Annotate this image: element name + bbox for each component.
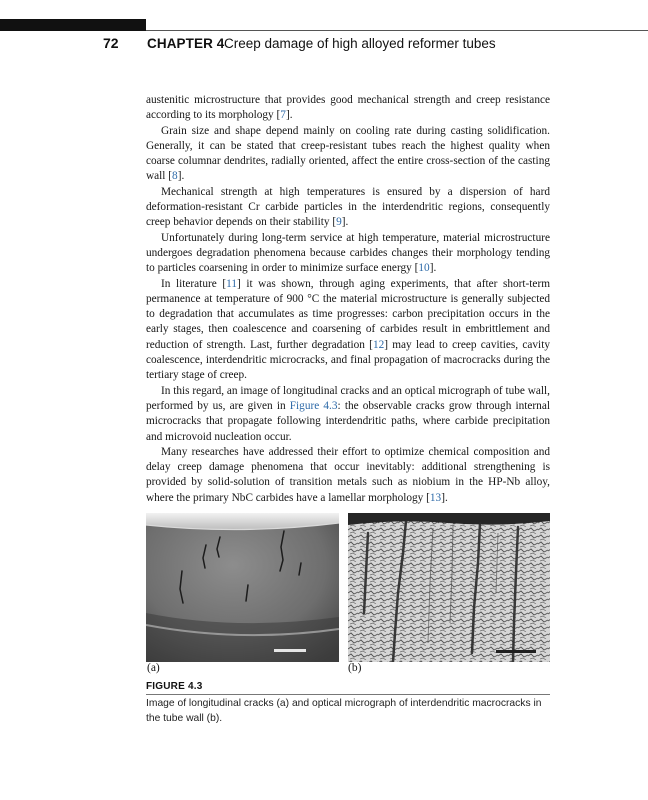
figure-caption: Image of longitudinal cracks (a) and optical micrograph of interdendritic macrocracks in the tube wall (b).: [146, 698, 542, 724]
paragraph-text: ].: [441, 491, 448, 504]
paragraph-text: Many researches have addressed their effort to optimize chemical composition and delay creep damage phenomena that occur inevitably: additional strengthening is provided by solid-solution of transition metals such as niobium in the HP-Nb alloy, where the primary NbC carbides have a lamellar morphology [: [146, 445, 550, 504]
paragraph: [146, 93, 550, 124]
paragraph-text: Mechanical strength at high temperatures is ensured by a dispersion of hard deformation-resistant Cr carbide particles in the interdendritic regions, consequently creep behavior depends on their stability [: [146, 185, 550, 229]
paragraph: [146, 445, 550, 506]
paragraph: [146, 384, 550, 445]
body-text: [146, 93, 550, 506]
figure-panel-b-image: [348, 513, 550, 662]
paragraph-text: ] may lead to creep cavities, cavity coalescence, interdendritic microcracks, and final propagation of macrocracks during the tertiary stage of creep.: [146, 338, 550, 382]
figure-number: FIGURE 4.3: [146, 681, 203, 692]
paragraph-text: In this regard, an image of longitudinal cracks and an optical micrograph of tube wall, performed by us, are given in: [146, 384, 550, 412]
header-rule: [146, 30, 648, 31]
paragraph: [146, 277, 550, 384]
paragraph-text: ].: [285, 109, 293, 122]
paragraph: [146, 231, 550, 277]
paragraph-text: ].: [429, 262, 437, 275]
page-number: 72: [103, 35, 119, 51]
paragraph-text: ].: [177, 170, 185, 183]
reference-link[interactable]: Figure 4.3: [289, 399, 338, 412]
paragraph-text: austenitic microstructure that provides good mechanical strength and creep resistance according to its morphology [: [146, 94, 550, 122]
paragraph-text: In literature [: [161, 277, 227, 290]
paragraph-text: : the observable cracks grow through internal microcracks that propagate following interdendritic paths, where carbide precipitation and microvoid nucleation occur.: [146, 399, 550, 443]
reference-link[interactable]: 10: [418, 262, 430, 275]
figure-4-3: [146, 513, 550, 663]
header-bar-thick: [0, 19, 146, 31]
figure-panel-a-image: [146, 513, 339, 662]
reference-link[interactable]: 11: [226, 277, 237, 290]
reference-link[interactable]: 7: [280, 109, 286, 122]
reference-link[interactable]: 12: [372, 338, 385, 351]
paragraph: [146, 185, 550, 231]
paragraph-text: Unfortunately during long-term service at high temperature, material microstructure undergoes degradation phenomena because carbides changes their morphology tending to particles coarsening in order to minimize surface energy [: [146, 231, 550, 275]
paragraph-text: ] it was shown, through aging experiments, that after short-term permanence at temperature of 900 °C the material microstructure is generally subjected to degradation that accumulates as time progresses: carbon precipitation occurs in the early stages, then coalescence and coarsening of carbides result in embrittlement and reduction of strength. Last, further degradation [: [146, 277, 550, 351]
figure-panel-a-label: (a): [147, 662, 160, 674]
running-head: [0, 35, 648, 55]
paragraph-text: ].: [341, 216, 349, 229]
caption-rule: [146, 694, 550, 695]
reference-link[interactable]: 8: [172, 170, 178, 183]
paragraph-text: Grain size and shape depend mainly on cooling rate during casting solidification. Generally, it can be stated that creep-resistant tubes reach the highest quality when coarse columnar dendrites, radially oriented, affect the entire cross-section of the casting wall [: [146, 124, 550, 183]
reference-link[interactable]: 13: [429, 491, 442, 504]
figure-panel-b-label: (b): [348, 662, 362, 674]
paragraph: [146, 124, 550, 185]
chapter-label: CHAPTER 4: [147, 36, 225, 51]
reference-link[interactable]: 9: [336, 216, 342, 229]
chapter-title: Creep damage of high alloyed reformer tubes: [224, 36, 496, 51]
